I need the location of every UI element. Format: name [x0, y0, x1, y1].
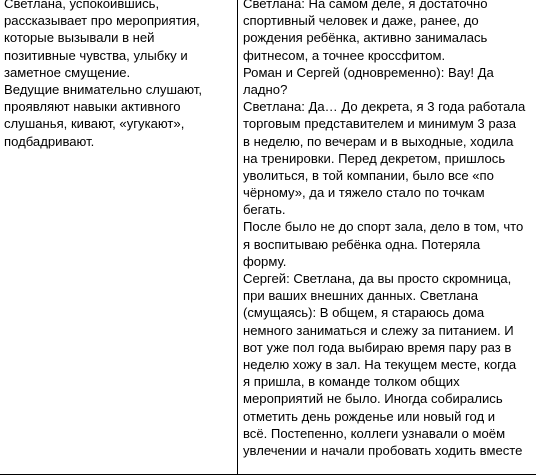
text-line: Сергей: Светлана, да вы просто скромница, [243, 271, 512, 286]
text-line: фитнесом, а точнее кроссфитом. [243, 47, 446, 63]
text-line: Светлана: На самом деле, я достаточно [243, 0, 488, 11]
text-line: которые вызывали в ней [4, 30, 155, 46]
text-line: чёрному», да и тяжело стало по точкам [243, 185, 485, 201]
text-line: позитивные чувства, улыбку и [4, 47, 188, 63]
text-line: Светлана: Да… До декрета, я 3 года работала [243, 99, 526, 115]
text-line: заметное смущение. [4, 64, 131, 80]
text-line: я пришла, в команде толком общих [243, 374, 460, 390]
text-line: бегать. [243, 202, 286, 218]
text-line: увлечении и начали пробовать ходить вместе [243, 442, 523, 458]
text-line: рождения ребёнка, активно занималась [243, 30, 488, 46]
text-line: рассказывает про мероприятия, [4, 13, 200, 29]
right-cell-text [238, 0, 536, 459]
text-line: Ведущие внимательно слушают, [4, 81, 202, 97]
text-line: мероприятий не было. Иногда собирались [243, 391, 503, 407]
text-line: неделю хожу в зал. На текущем месте, когда [243, 356, 517, 372]
text-line: немного заниматься и слежу за питанием. И [243, 322, 514, 338]
left-cell [0, 0, 238, 475]
text-line: форму. [243, 253, 287, 269]
text-line: я воспитываю ребёнка одна. Потеряла [243, 236, 481, 252]
text-line: ладно? [243, 81, 288, 97]
text-line: торговым представителем и минимум 3 раза [243, 116, 517, 132]
text-line: спортивный человек и даже, ранее, до [243, 13, 479, 29]
text-line: Роман и Сергей (одновременно): Вау! Да [243, 64, 494, 80]
text-line: слушанья, кивают, «угукают», [4, 116, 185, 132]
text-line: при ваших внешних данных. Светлана [243, 288, 478, 304]
text-line: Светлана, успокоившись, [4, 0, 160, 11]
text-line: вот уже пол года выбираю время пару раз в [243, 339, 512, 355]
text-line: отметить день рожденье или новый год и [243, 408, 496, 424]
text-line: на тренировки. Перед декретом, пришлось [243, 150, 506, 166]
right-cell [238, 0, 536, 475]
text-line: проявляют навыки активного [4, 99, 181, 115]
left-cell-text [0, 0, 237, 150]
text-line: всё. Постепенно, коллеги узнавали о моём [243, 425, 506, 441]
text-line: (смущаясь): В общем, я стараюсь дома [243, 305, 485, 321]
text-line: уволиться, в той компании, было все «по [243, 167, 494, 183]
text-line: в неделю, по вечерам и в выходные, ходила [243, 133, 514, 149]
text-line: После было не до спорт зала, дело в том, что [243, 219, 524, 235]
text-line: подбадривают. [4, 133, 95, 149]
